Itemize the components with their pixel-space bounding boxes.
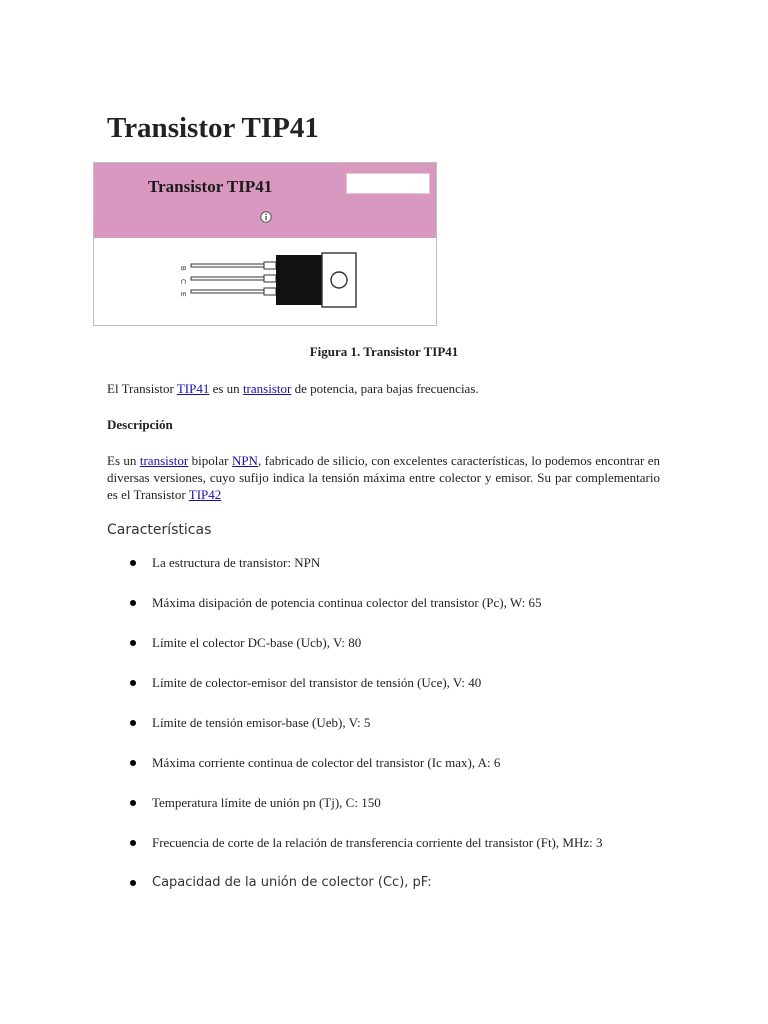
features-heading: Características [107, 522, 212, 538]
bullet-icon [130, 680, 136, 686]
link-transistor-description[interactable]: transistor [139, 453, 189, 468]
feature-text: Temperatura límite de unión pn (Tj), C: 150 [152, 795, 381, 810]
bullet-icon [130, 880, 136, 886]
feature-text: Máxima disipación de potencia continua colector del transistor (Pc), W: 65 [152, 595, 542, 610]
feature-text: Límite el colector DC-base (Ucb), V: 80 [152, 635, 362, 650]
pin-label-c: C [179, 279, 186, 285]
page-title: Transistor TIP41 [107, 112, 319, 144]
feature-text: Límite de tensión emisor-base (Ueb), V: 5 [152, 715, 371, 730]
bullet-icon [130, 840, 136, 846]
bullet-icon [130, 640, 136, 646]
list-item [107, 873, 647, 893]
figure-header-title: Transistor TIP41 [148, 177, 273, 196]
intro-text-2: es un [209, 381, 243, 396]
transistor-package-image [174, 249, 359, 313]
intro-text-1: El Transistor [107, 381, 177, 396]
description-text-2: bipolar [188, 453, 232, 468]
bullet-icon [130, 720, 136, 726]
intro-text-3: de potencia, para bajas frecuencias. [291, 381, 479, 396]
feature-text: Frecuencia de corte de la relación de transferencia corriente del transistor (Ft), MHz: 3 [152, 835, 603, 850]
description-paragraph [107, 452, 660, 503]
list-item [107, 633, 647, 653]
figure-header [94, 163, 436, 238]
bullet-icon [130, 760, 136, 766]
pin-label-b: B [179, 266, 186, 271]
list-item [107, 673, 647, 693]
list-item [107, 753, 647, 773]
list-item [107, 713, 647, 733]
figure-caption: Figura 1. Transistor TIP41 [309, 344, 459, 359]
info-icon[interactable] [260, 211, 272, 223]
link-tip41[interactable]: TIP41 [176, 381, 210, 396]
link-transistor[interactable]: transistor [242, 381, 292, 396]
feature-text: Límite de colector-emisor del transistor de tensión (Uce), V: 40 [152, 675, 482, 690]
feature-text: Capacidad de la unión de colector (Cc), pF: [152, 875, 432, 890]
list-item [107, 793, 647, 813]
list-item [107, 553, 647, 573]
transistor-figure [93, 162, 437, 326]
pin-label-e: E [179, 292, 186, 297]
bullet-icon [130, 560, 136, 566]
bullet-icon [130, 800, 136, 806]
bullet-icon [130, 600, 136, 606]
figure-search-box[interactable] [346, 173, 430, 194]
description-heading: Descripción [107, 417, 173, 432]
list-item [107, 833, 647, 853]
feature-text: Máxima corriente continua de colector del transistor (Ic max), A: 6 [152, 755, 501, 770]
link-tip42[interactable]: TIP42 [188, 487, 222, 502]
list-item [107, 593, 647, 613]
link-npn[interactable]: NPN [231, 453, 258, 468]
description-text-1: Es un [107, 453, 140, 468]
features-list [107, 553, 647, 913]
intro-paragraph [107, 380, 660, 397]
feature-text: La estructura de transistor: NPN [152, 555, 321, 570]
description-text-3: , fabricado de silicio, con excelentes características, lo podemos encontrar en diversas versiones, cuyo sufijo indica la tensión máxima entre colector y emisor. Su par complementario es el Transistor [107, 453, 661, 502]
